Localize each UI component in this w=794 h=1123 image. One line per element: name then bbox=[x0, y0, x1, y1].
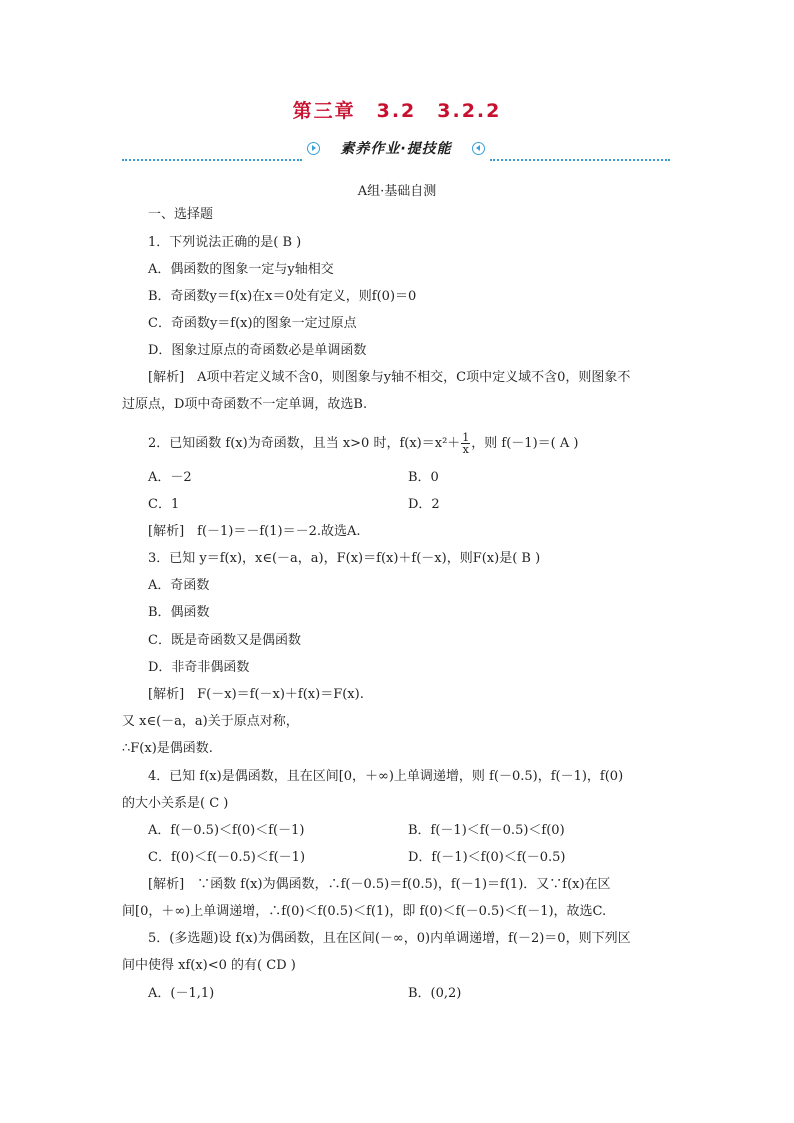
q3-analysis-line3: ∴F(x)是偶函数. bbox=[122, 741, 213, 756]
q1-analysis-line1: [解析] A项中若定义域不含0，则图象与y轴不相交，C项中定义域不含0，则图象不 bbox=[148, 370, 631, 385]
q5-stem-line2: 间中使得 xf(x)<0 的有( CD ) bbox=[122, 958, 296, 973]
chapter-title: 第三章 3.2 3.2.2 bbox=[292, 100, 502, 122]
q3-stem: 3．已知 y＝f(x)，x∈(－a，a)，F(x)＝f(x)＋f(－x)，则F(x)是( B ) bbox=[148, 551, 541, 566]
q2-fraction-numerator: 1 bbox=[462, 431, 470, 444]
q3-option-a: A．奇函数 bbox=[148, 578, 210, 593]
q1-analysis-line2: 过原点，D项中奇函数不一定单调，故选B. bbox=[122, 397, 368, 412]
q1-stem: 1．下列说法正确的是( B ) bbox=[148, 235, 302, 250]
q4-stem-line1: 4．已知 f(x)是偶函数，且在区间[0，＋∞)上单调递增，则 f(－0.5)，f(－1)，f(0) bbox=[148, 769, 624, 784]
play-right-icon bbox=[307, 142, 320, 155]
q2-stem bbox=[148, 432, 578, 455]
dotted-divider-right bbox=[490, 159, 670, 161]
banner-label bbox=[307, 138, 485, 158]
q4-option-a: A．f(－0.5)＜f(0)＜f(－1) bbox=[148, 823, 305, 838]
q1-option-c: C．奇函数y＝f(x)的图象一定过原点 bbox=[148, 316, 357, 331]
q4-analysis-line2: 间[0，＋∞)上单调递增，∴f(0)＜f(0.5)＜f(1)，即 f(0)＜f(－0.5)＜f(－1)，故选C. bbox=[122, 904, 607, 919]
banner-text: 素养作业·提技能 bbox=[340, 141, 452, 157]
q4-analysis-line1: [解析] ∵函数 f(x)为偶函数，∴f(－0.5)＝f(0.5)，f(－1)＝f(1)．又∵f(x)在区 bbox=[148, 877, 611, 892]
section-heading: 一、选择题 bbox=[148, 207, 214, 222]
q3-analysis-line1: [解析] F(－x)＝f(－x)＋f(x)＝F(x). bbox=[148, 687, 364, 702]
q5-stem-line1: 5．(多选题)设 f(x)为偶函数，且在区间(－∞，0)内单调递增，f(－2)＝0，则下列区 bbox=[148, 931, 631, 946]
q2-fraction bbox=[461, 432, 470, 455]
q5-option-a: A．(－1,1) bbox=[148, 986, 215, 1001]
group-heading: A组·基础自测 bbox=[357, 184, 437, 199]
q4-stem-line2: 的大小关系是( C ) bbox=[122, 796, 229, 811]
q2-option-a: A．－2 bbox=[148, 470, 192, 485]
q2-option-d: D．2 bbox=[408, 497, 440, 512]
q2-option-c: C．1 bbox=[148, 497, 180, 512]
dotted-divider-left bbox=[122, 159, 302, 161]
q3-analysis-line2: 又 x∈(－a，a)关于原点对称， bbox=[122, 714, 299, 729]
q2-analysis: [解析] f(－1)＝－f(1)＝－2.故选A. bbox=[148, 524, 361, 539]
q1-option-a: A．偶函数的图象一定与y轴相交 bbox=[148, 262, 334, 277]
q3-option-d: D．非奇非偶函数 bbox=[148, 660, 250, 675]
section-banner bbox=[122, 138, 670, 160]
play-left-icon bbox=[472, 142, 485, 155]
q1-option-b: B．奇函数y＝f(x)在x＝0处有定义，则f(0)＝0 bbox=[148, 289, 417, 304]
q4-option-c: C．f(0)＜f(－0.5)＜f(－1) bbox=[148, 850, 306, 865]
q4-option-b: B．f(－1)＜f(－0.5)＜f(0) bbox=[408, 823, 565, 838]
q3-option-c: C．既是奇函数又是偶函数 bbox=[148, 633, 301, 648]
q1-option-d: D．图象过原点的奇函数必是单调函数 bbox=[148, 343, 367, 358]
q4-option-d: D．f(－1)＜f(0)＜f(－0.5) bbox=[408, 850, 566, 865]
q2-stem-post: ，则 f(－1)＝( A ) bbox=[471, 436, 579, 451]
q3-option-b: B．偶函数 bbox=[148, 605, 210, 620]
q2-option-b: B．0 bbox=[408, 470, 439, 485]
q5-option-b: B．(0,2) bbox=[408, 986, 462, 1001]
q2-stem-pre: 2．已知函数 f(x)为奇函数，且当 x>0 时，f(x)＝x²＋ bbox=[148, 436, 461, 451]
q2-fraction-denominator: x bbox=[462, 443, 469, 456]
